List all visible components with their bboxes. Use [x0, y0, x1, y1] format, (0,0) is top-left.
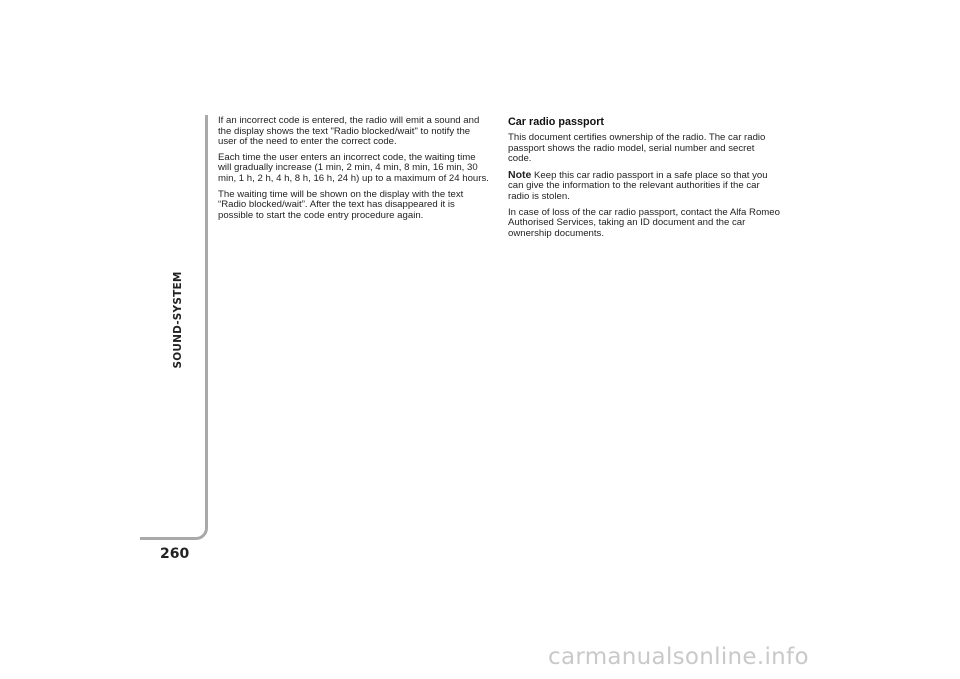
note-label: Note: [508, 168, 532, 181]
section-heading-car-radio-passport: Car radio passport: [508, 116, 604, 128]
section-title: SOUND-SYSTEM: [172, 271, 184, 369]
watermark-text: carmanualsonline.info: [548, 644, 809, 670]
page-number: 260: [160, 546, 190, 562]
paragraph-passport-loss: In case of loss of the car radio passport, contact the Alfa Romeo Authorised Services, taking an ID document and the car ownership documents.: [508, 206, 780, 239]
paragraph-incorrect-code: If an incorrect code is entered, the radio will emit a sound and the display shows the text "Radio blocked/wait" to notify the user of the need to enter the correct code.: [218, 115, 480, 148]
left-text-column: [218, 116, 490, 226]
paragraph-waiting-time-display: The waiting time will be shown on the display with the text “Radio blocked/wait”. After the text has disappeared it is possible to start the code entry procedure again.: [218, 188, 464, 221]
paragraph-passport-description: This document certifies ownership of the radio. The car radio passport shows the radio model, serial number and secret code.: [508, 132, 766, 165]
note-text: Keep this car radio passport in a safe place so that you can give the information to the relevant authorities if the car radio is stolen.: [508, 169, 768, 202]
right-text-column: [508, 116, 780, 244]
note-paragraph: [508, 170, 780, 203]
paragraph-waiting-time-increase: Each time the user enters an incorrect code, the waiting time will gradually increase (1 min, 2 min, 4 min, 8 min, 16 min, 30 min, 1 h, 2 h, 4 h, 8 h, 16 h, 24 h) up to a maximum of 24 hours.: [218, 151, 489, 184]
